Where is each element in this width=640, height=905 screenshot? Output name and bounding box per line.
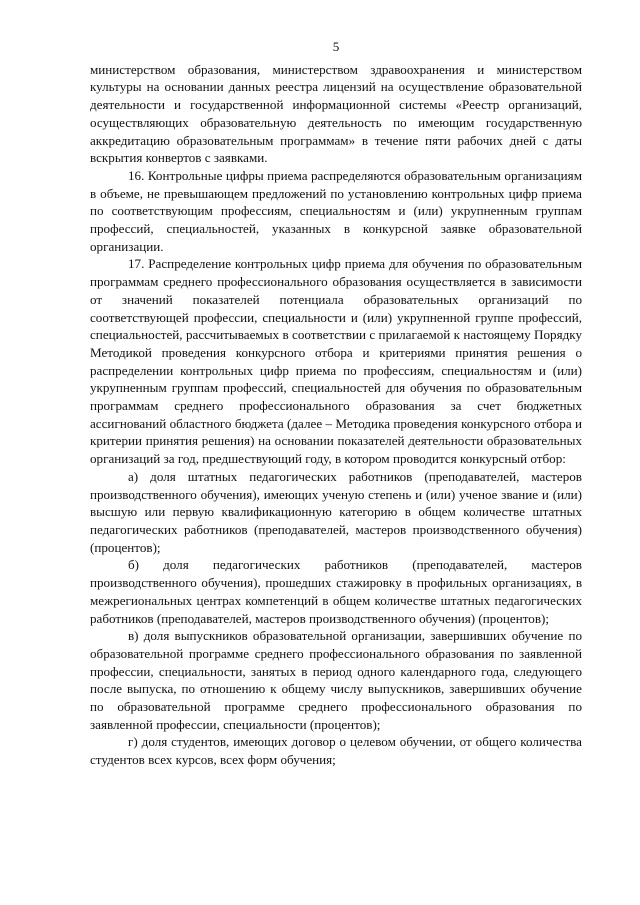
paragraph-subitem-a: а) доля штатных педагогических работников (преподавателей, мастеров производственного обучения), имеющих ученую степень и (или) ученое звание и (или) высшую или первую квалификационную категорию в общем количестве штатных педагогических работников (преподавателей, мастеров производственного обучения) (процентов); — [90, 468, 582, 555]
paragraph-subitem-g: г) доля студентов, имеющих договор о целевом обучении, от общего количества студентов всех курсов, всех форм обучения; — [90, 734, 582, 768]
paragraph-subitem-v: в) доля выпускников образовательной организации, завершивших обучение по образовательной программе среднего профессионального образования по заявленной профессии, специальности, занятых в период одного календарного года, следующего после выпуска, по отношению к общему числу выпускников, завершивших обучение по образовательной программе среднего профессионального образования по заявленной профессии, специальности (процентов); — [90, 628, 582, 732]
paragraph-item-16: 16. Контрольные цифры приема распределяются образовательным организациям в объеме, не превышающем предложений по установлению контрольных цифр приема по соответствующим профессиям, специальностям и (или) укрупненным группам профессий, специальностей, указанных в конкурсной заявке образовательной организации. — [90, 167, 582, 254]
paragraph-subitem-b: б) доля педагогических работников (преподавателей, мастеров производственного обучения), прошедших стажировку в профильных организациях, в межрегиональных центрах компетенций в общем количестве штатных педагогических работников (преподавателей, мастеров производственного обучения) (процентов); — [90, 557, 582, 626]
paragraph-item-17: 17. Распределение контрольных цифр приема для обучения по образовательным программам среднего профессионального образования осуществляется в зависимости от значений показателей потенциала образовательных организаций по соответствующей профессии, специальности и (или) укрупненной группе профессий, специальностей, рассчитываемых в соответствии с прилагаемой к настоящему Порядку Методикой проведения конкурсного отбора и критериями принятия решения о распределении контрольных цифр приема по профессиям, специальностям и (или) укрупненным группам профессий, специальностей для обучения по образовательным программам среднего профессионального образования за счет бюджетных ассигнований областного бюджета (далее – Методика проведения конкурсного отбора и критерии принятия решения) на основании показателей деятельности образовательных организаций за год, предшествующий году, в котором проводится конкурсный отбор: — [90, 256, 582, 467]
page-number: 5 — [332, 39, 340, 54]
paragraph-continuation: министерством образования, министерством здравоохранения и министерством культуры на основании данных реестра лицензий на осуществление образовательной деятельности и государственной информационной системы «Реестр организаций, осуществляющих образовательную деятельность по имеющим государственную аккредитацию образовательным программам» в течение пяти рабочих дней с даты вскрытия конвертов с заявками. — [90, 61, 582, 166]
